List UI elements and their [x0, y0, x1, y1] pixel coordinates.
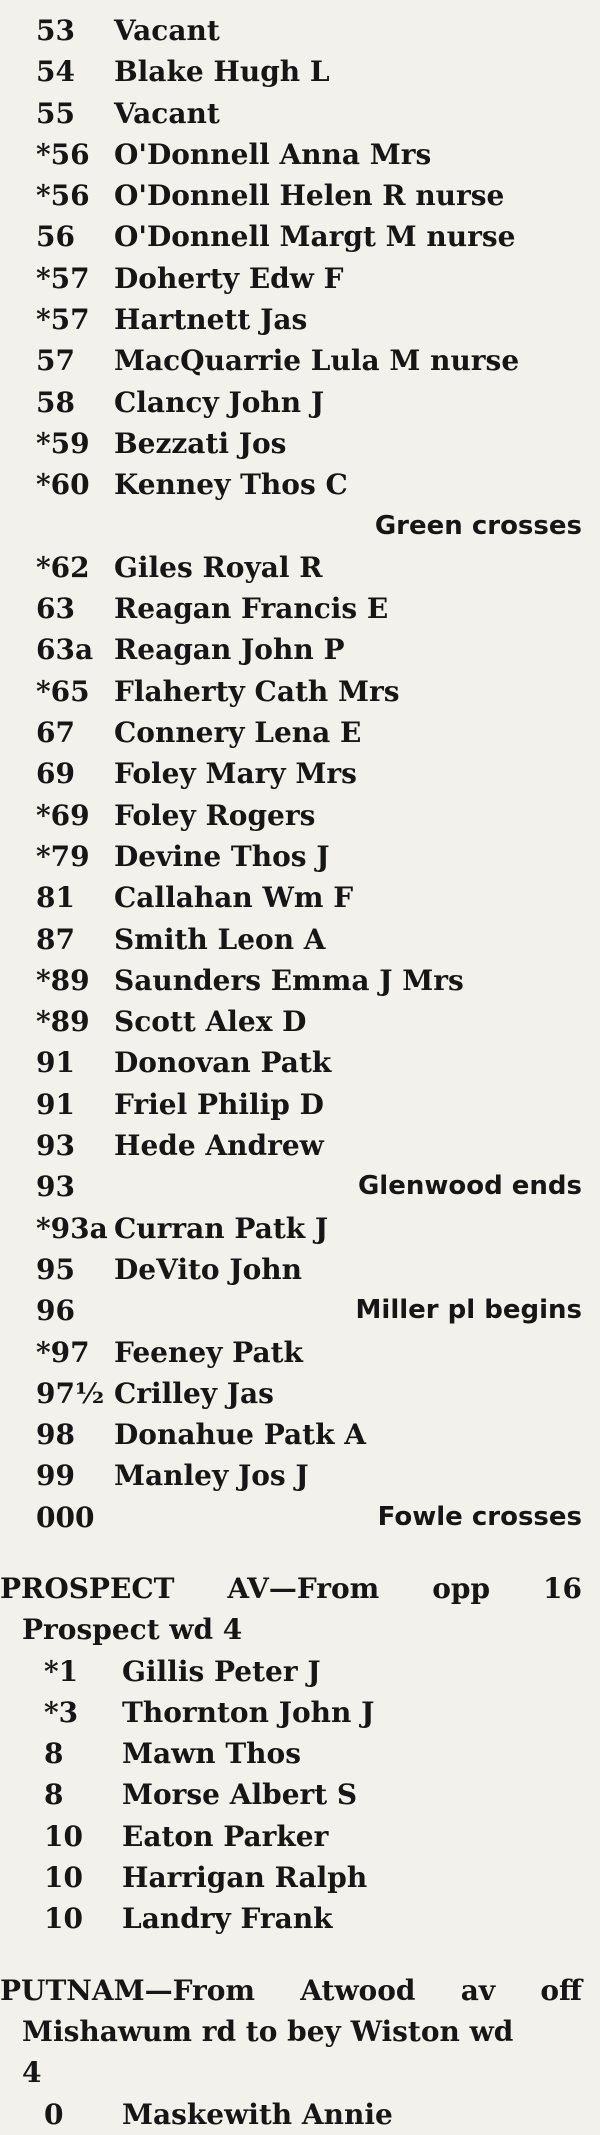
house-number: *65	[36, 674, 90, 708]
directory-entry	[0, 175, 600, 216]
house-number: *59	[36, 426, 90, 460]
resident-name: Saunders Emma J Mrs	[114, 963, 464, 997]
house-number: 96	[36, 1294, 75, 1328]
directory-entry	[0, 1166, 600, 1207]
house-number: *56	[36, 137, 90, 171]
house-number: 54	[36, 55, 75, 89]
street-heading-continued: Mishawum rd to bey Wiston wd	[22, 2014, 514, 2048]
street-heading-continued: 4	[22, 2056, 42, 2090]
directory-entry	[0, 960, 600, 1001]
house-number: *89	[36, 1005, 90, 1039]
resident-name: Vacant	[114, 14, 220, 47]
resident-name: Foley Rogers	[114, 798, 316, 832]
directory-entry	[0, 1414, 600, 1455]
resident-name: Feeney Patk	[114, 1335, 303, 1369]
directory-entry	[0, 1208, 600, 1249]
street-section-putnam	[0, 1970, 600, 2135]
resident-name: Scott Alex D	[114, 1005, 307, 1039]
directory-entry	[0, 1332, 600, 1373]
directory-entry	[22, 1857, 600, 1898]
house-number: 53	[36, 14, 75, 47]
resident-name: Donahue Patk A	[114, 1418, 366, 1452]
house-number: 91	[36, 1046, 75, 1080]
directory-entry	[0, 1125, 600, 1166]
house-number: *69	[36, 798, 90, 832]
directory-entry	[0, 1042, 600, 1083]
house-number: *56	[36, 179, 90, 213]
house-number: 91	[36, 1087, 75, 1121]
directory-entry	[0, 216, 600, 257]
resident-name: Smith Leon A	[114, 922, 326, 956]
resident-name: Connery Lena E	[114, 716, 362, 750]
directory-entry	[0, 836, 600, 877]
cross-street-note: Green crosses	[374, 510, 582, 541]
resident-name: Clancy John J	[114, 385, 325, 419]
resident-name: O'Donnell Margt M nurse	[114, 220, 516, 254]
directory-entry	[0, 134, 600, 175]
resident-name: Mawn Thos	[122, 1737, 301, 1771]
directory-entry	[0, 1001, 600, 1042]
street-heading: PUTNAM—From Atwood av off	[0, 1973, 582, 2007]
resident-name: Bezzati Jos	[114, 426, 287, 460]
cross-street-note: Fowle crosses	[377, 1501, 582, 1532]
resident-name: Vacant	[114, 96, 220, 130]
directory-entry	[0, 258, 600, 299]
resident-name: Thornton John J	[122, 1695, 375, 1729]
section-gap	[0, 1538, 600, 1568]
house-number: 98	[36, 1418, 75, 1452]
house-number: 63a	[36, 633, 94, 667]
house-number: *57	[36, 261, 90, 295]
directory-entry	[0, 423, 600, 464]
resident-name: DeVito John	[114, 1252, 302, 1286]
directory-entry	[0, 93, 600, 134]
house-number: 93	[36, 1170, 75, 1204]
directory-entry	[22, 1651, 600, 1692]
resident-list	[0, 2094, 600, 2135]
directory-entry	[0, 629, 600, 670]
cross-street-note	[0, 506, 600, 547]
directory-entry	[0, 877, 600, 918]
street-heading: PROSPECT AV—From opp 16	[0, 1571, 582, 1605]
directory-entry	[0, 1084, 600, 1125]
resident-name: Maskewith Annie	[122, 2097, 393, 2131]
resident-name: Doherty Edw F	[114, 261, 344, 295]
resident-name: Hede Andrew	[114, 1129, 324, 1163]
street-section-prospect-av	[0, 1568, 600, 1940]
house-number: *3	[44, 1695, 79, 1729]
resident-name: Eaton Parker	[122, 1819, 329, 1853]
directory-entry	[22, 2094, 600, 2135]
directory-entry	[0, 712, 600, 753]
resident-name: Friel Philip D	[114, 1087, 324, 1121]
directory-entry	[22, 1774, 600, 1815]
section-gap	[0, 1940, 600, 1970]
house-number: 10	[44, 1861, 83, 1895]
resident-name: MacQuarrie Lula M nurse	[114, 344, 520, 378]
house-number: *93a	[36, 1211, 108, 1245]
directory-entry	[0, 919, 600, 960]
cross-street-note: Miller pl begins	[355, 1295, 582, 1326]
directory-entry	[0, 51, 600, 92]
directory-entry	[22, 1898, 600, 1939]
house-number: 000	[36, 1500, 95, 1534]
house-number: *89	[36, 963, 90, 997]
house-number: 55	[36, 96, 75, 130]
house-number: *79	[36, 839, 90, 873]
house-number: *57	[36, 303, 90, 337]
house-number: 99	[36, 1459, 75, 1493]
directory-entry	[0, 1290, 600, 1331]
resident-name: Harrigan Ralph	[122, 1861, 368, 1895]
house-number: 0	[44, 2097, 64, 2131]
resident-name: Callahan Wm F	[114, 881, 354, 915]
resident-name: Hartnett Jas	[114, 303, 308, 337]
directory-entry	[0, 1497, 600, 1538]
house-number: *1	[44, 1654, 79, 1688]
house-number: 87	[36, 922, 75, 956]
cross-street-note: Glenwood ends	[357, 1171, 582, 1202]
directory-entry	[0, 671, 600, 712]
resident-name: Manley Jos J	[114, 1459, 309, 1493]
directory-entry	[22, 1733, 600, 1774]
directory-entry	[0, 795, 600, 836]
resident-name: Blake Hugh L	[114, 55, 330, 89]
directory-entry	[22, 1692, 600, 1733]
resident-name: O'Donnell Anna Mrs	[114, 137, 432, 171]
house-number: 69	[36, 757, 75, 791]
house-number: 58	[36, 385, 75, 419]
resident-name: Donovan Patk	[114, 1046, 332, 1080]
directory-entry	[0, 753, 600, 794]
directory-entry	[22, 1816, 600, 1857]
house-number: *60	[36, 468, 90, 502]
resident-name: Kenney Thos C	[114, 468, 348, 502]
house-number: *97	[36, 1335, 90, 1369]
resident-name: Foley Mary Mrs	[114, 757, 357, 791]
house-number: 10	[44, 1819, 83, 1853]
house-number: *62	[36, 550, 90, 584]
resident-name: Morse Albert S	[122, 1778, 358, 1812]
directory-entry	[0, 340, 600, 381]
directory-entry	[0, 1373, 600, 1414]
resident-name: Devine Thos J	[114, 839, 330, 873]
resident-list	[0, 1651, 600, 1940]
directory-entry	[0, 1455, 600, 1496]
house-number: 97½	[36, 1376, 105, 1410]
street-listing-continued	[0, 10, 600, 1538]
directory-entry	[0, 1249, 600, 1290]
house-number: 10	[44, 1902, 83, 1936]
directory-entry	[0, 464, 600, 505]
resident-name: Reagan John P	[114, 633, 345, 667]
house-number: 81	[36, 881, 75, 915]
house-number: 8	[44, 1778, 64, 1812]
house-number: 56	[36, 220, 75, 254]
house-number: 57	[36, 344, 75, 378]
directory-entry	[0, 588, 600, 629]
directory-entry	[0, 547, 600, 588]
directory-entry	[0, 299, 600, 340]
resident-name: Curran Patk J	[114, 1211, 329, 1245]
resident-name: Reagan Francis E	[114, 592, 389, 626]
resident-name: Crilley Jas	[114, 1376, 274, 1410]
resident-name: Flaherty Cath Mrs	[114, 674, 400, 708]
resident-name: O'Donnell Helen R nurse	[114, 179, 505, 213]
directory-entry	[0, 10, 600, 51]
resident-name: Giles Royal R	[114, 550, 323, 584]
house-number: 8	[44, 1737, 64, 1771]
resident-name: Landry Frank	[122, 1902, 333, 1936]
house-number: 67	[36, 716, 75, 750]
house-number: 95	[36, 1252, 75, 1286]
directory-entry	[0, 382, 600, 423]
resident-name: Gillis Peter J	[122, 1654, 321, 1688]
house-number: 63	[36, 592, 75, 626]
street-heading-continued: Prospect wd 4	[22, 1613, 243, 1647]
house-number: 93	[36, 1129, 75, 1163]
